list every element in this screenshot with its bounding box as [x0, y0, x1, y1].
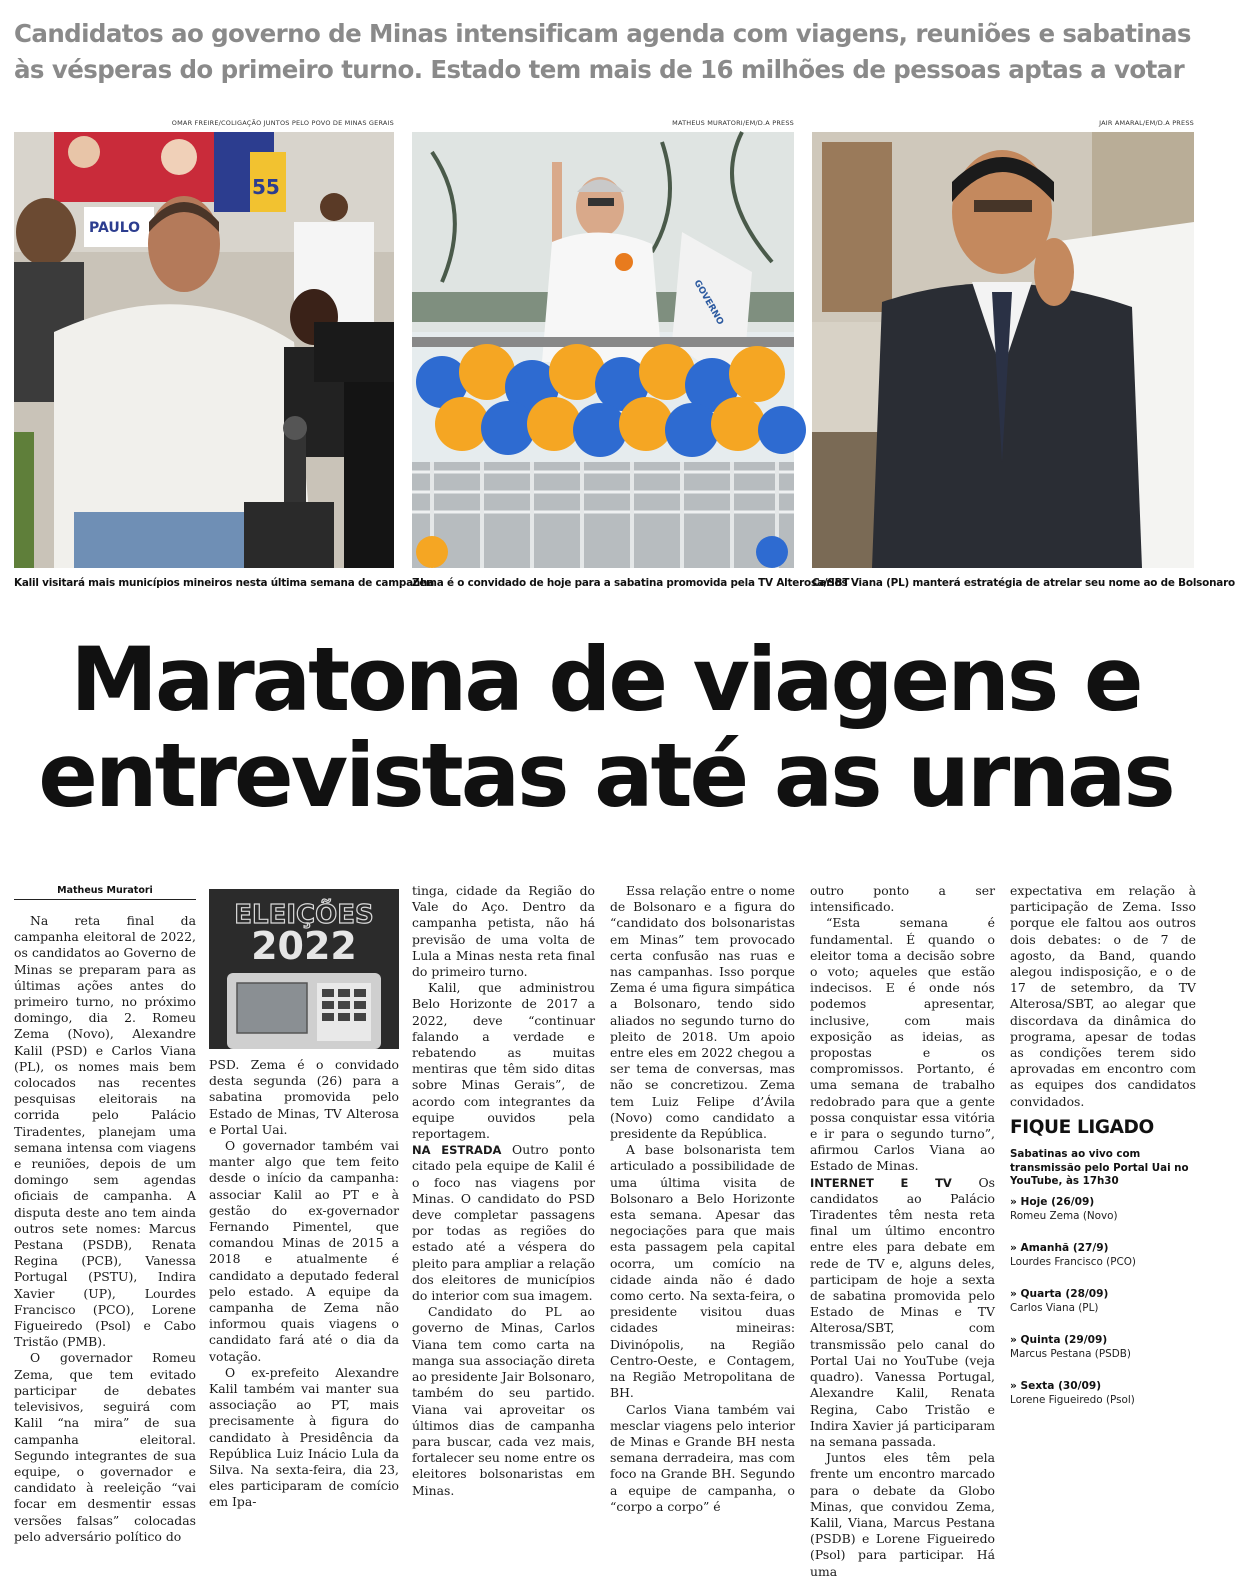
headline-line-2: entrevistas até as urnas [38, 724, 1173, 827]
paragraph-text: Outro ponto citado pela equipe de Kalil é o foco nas viagens por Minas. O candidato do PSD deve completar passagens por todas as regiões do estado até a véspera do pleito para ampliar a relação dos eleitores de municípios do interior com sua imagem. [412, 1142, 595, 1304]
paragraph: O ex-prefeito Alexandre Kalil também vai manter sua associação ao PT, mais precisamente à figura do candidato à Presidência da República Luiz Inácio Lula da Silva. Na sexta-feira, dia 23, eles participaram de comício em Ipa- [209, 1364, 399, 1510]
schedule-day: » Hoje (26/09) [1010, 1196, 1095, 1208]
sign-text: PAULO [89, 220, 141, 236]
paragraph: Essa relação entre o nome de Bolsonaro e a figura do “candidato dos bolsonaristas em Minas” tem provocado certa confusão nas ruas e nas campanhas. Isso porque Zema é uma figura simpática a Bolsonaro, tendo sido aliados no segundo turno do pleito de 2018. Um apoio entre eles em 2022 chegou a ser tema de conversas, mas não se concretizou. Zema tem Luiz Felipe d’Ávila (Novo) como candidato a presidente da República. [610, 883, 795, 1142]
schedule-list [1010, 1195, 1200, 1425]
caption-photo-3: Carlos Viana (PL) manterá estratégia de atrelar seu nome ao de Bolsonaro [812, 577, 1235, 589]
schedule-candidate: Marcus Pestana (PSDB) [1010, 1348, 1131, 1360]
schedule-day: » Sexta (30/09) [1010, 1380, 1102, 1392]
paragraph: Kalil, que administrou Belo Horizonte de 2017 a 2022, deve “continuar falando a verdade e rebatendo as muitas mentiras que têm sido ditas sobre Minas Gerais”, de acordo com integrantes da equipe ouvidos pela reportagem. [412, 980, 595, 1142]
paragraph: Carlos Viana também vai mesclar viagens pelo interior de Minas e Grande BH nesta semana derradeira, mas com foco na Grande BH. Segundo a equipe de campanha, o “corpo a corpo” é [610, 1401, 795, 1514]
paragraph: PSD. Zema é o convidado desta segunda (26) para a sabatina promovida pelo Estado de Minas, TV Alterosa e Portal Uai. [209, 1057, 399, 1137]
schedule-item [1010, 1333, 1200, 1379]
headline [0, 628, 1211, 827]
paragraph: outro ponto a ser intensificado. [810, 883, 995, 915]
fique-ligado-subtitle: Sabatinas ao vivo com transmissão pelo Portal Uai no YouTube, às 17h30 [1010, 1148, 1189, 1187]
schedule-candidate: Carlos Viana (PL) [1010, 1302, 1099, 1314]
schedule-day: » Amanhã (27/9) [1010, 1242, 1109, 1254]
schedule-item [1010, 1287, 1200, 1333]
paragraph: A base bolsonarista tem articulado a possibilidade de uma última visita de Bolsonaro a Belo Horizonte esta semana. Apesar das negociações para que mais esta passagem pela capital ocorra, um comício na cidade ainda não é dado como certo. Na sexta-feira, o presidente visitou duas cidades mineiras: Divinópolis, na Região Centro-Oeste, e Contagem, na Região Metropolitana de BH. [610, 1142, 795, 1401]
article-column-2 [209, 1057, 399, 1511]
paragraph: tinga, cidade da Região do Vale do Aço. Dentro da campanha petista, não há previsão de uma volta de Lula a Minas nesta reta final do primeiro turno. [412, 883, 595, 980]
paragraph: O governador também vai manter algo que tem feito desde o início da campanha: associar Kalil ao PT e à gestão do ex-governador Fernando Pimentel, que comandou Minas de 2015 a 2018 e atualmente é candidato a deputado federal pelo estado. A equipe da campanha de Zema não informou quais viagens o candidato fará até o dia da votação. [209, 1138, 399, 1364]
schedule-candidate: Lourdes Francisco (PCO) [1010, 1256, 1136, 1268]
schedule-day: » Quinta (29/09) [1010, 1334, 1108, 1346]
photo-carlos-viana [812, 132, 1194, 568]
subhead-internet-e-tv: INTERNET E TV [810, 1175, 952, 1190]
article-column-3 [412, 883, 595, 1499]
paragraph: O governador Romeu Zema, que tem evitado participar de debates televisivos, seguirá com Kalil “na mira” de sua campanha eleitoral. Segundo integrantes de sua equipe, o governador e candidato à reeleição “vai focar em desmentir essas versões falsas” colocadas pelo adversário político do [14, 1350, 196, 1544]
byline: Matheus Muratori [14, 885, 196, 900]
elections-seal [209, 889, 399, 1049]
schedule-item [1010, 1379, 1200, 1425]
paragraph: Juntos eles têm pela frente um encontro marcado para o debate da Globo Minas, que convidou Zema, Kalil, Viana, Marcus Pestana (PSDB) e Lorene Figueiredo (Psol) para participar. Há uma [810, 1450, 995, 1579]
article-column-5 [810, 883, 995, 1580]
paragraph [810, 1175, 995, 1450]
fique-ligado-title: FIQUE LIGADO [1010, 1117, 1154, 1138]
photo-credit-3: JAIR AMARAL/EM/D.A PRESS [1099, 119, 1194, 127]
cartaz-number: 55 [252, 175, 280, 199]
paragraph: expectativa em relação à participação de Zema. Isso porque ele faltou aos outros dois debates: o de 7 de agosto, da Band, quando alegou indisposição, e o de 17 de setembro, da TV Alterosa/SBT, ao alegar que discordava da dinâmica do programa, apesar de todas as condições terem sido aprovadas em encontro com as equipes dos candidatos convidados. [1010, 883, 1196, 1109]
article-column-6 [1010, 883, 1196, 1110]
seal-year: 2022 [251, 924, 357, 968]
kicker-text: Candidatos ao governo de Minas intensificam agenda com viagens, reuniões e sabatinas às vésperas do primeiro turno. Estado tem mais de 16 milhões de pessoas aptas a votar [14, 19, 1191, 84]
paragraph-text: Os candidatos ao Palácio Tiradentes têm nesta reta final um último encontro entre eles para debate em rede de TV e, alguns deles, participam de hoje a sexta de sabatina promovida pelo Estado de Minas e TV Alterosa/SBT, com transmissão pelo canal do Portal Uai no YouTube (veja quadro). Vanessa Portugal, Alexandre Kalil, Renata Regina, Cabo Tristão e Indira Xavier já participaram na semana passada. [810, 1174, 995, 1449]
schedule-day: » Quarta (28/09) [1010, 1288, 1109, 1300]
article-column-1 [14, 913, 196, 1545]
flag-text: GOVERNO [691, 278, 726, 327]
caption-photo-1: Kalil visitará mais municípios mineiros nesta última semana de campanha [14, 577, 435, 589]
schedule-candidate: Lorene Figueiredo (Psol) [1010, 1394, 1135, 1406]
schedule-candidate: Romeu Zema (Novo) [1010, 1210, 1118, 1222]
photo-kalil [14, 132, 394, 568]
article-column-4 [610, 883, 795, 1515]
subhead-na-estrada: NA ESTRADA [412, 1143, 502, 1158]
caption-photo-2: Zema é o convidado de hoje para a sabatina promovida pela TV Alterosa/SBT [412, 577, 850, 589]
headline-line-1: Maratona de viagens e [70, 628, 1141, 731]
photo-zema [412, 132, 794, 568]
paragraph: Na reta final da campanha eleitoral de 2022, os candidatos ao Governo de Minas se preparam para as últimas ações antes do primeiro turno, no próximo domingo, dia 2. Romeu Zema (Novo), Alexandre Kalil (PSD) e Carlos Viana (PL), os nomes mais bem colocados nas recentes pesquisas eleitorais na corrida pelo Palácio Tiradentes, planejam uma semana intensa com viagens e reuniões, depois de um domingo sem agendas oficiais de campanha. A disputa deste ano tem ainda outros sete nomes: Marcus Pestana (PSDB), Renata Regina (PCB), Vanessa Portugal (PSTU), Indira Xavier (UP), Lourdes Francisco (PCO), Lorene Figueiredo (Psol) e Cabo Tristão (PMB). [14, 913, 196, 1350]
paragraph: “Esta semana é fundamental. É quando o eleitor toma a decisão sobre o voto; aqueles que estão indecisos. E é onde nós podemos apresentar, inclusive, com mais exposição as ideias, as propostas e os compromissos. Portanto, é uma semana de trabalho redobrado para que a gente possa conquistar essa vitória e ir para o segundo turno”, afirmou Carlos Viana ao Estado de Minas. [810, 915, 995, 1174]
schedule-item [1010, 1195, 1200, 1241]
paragraph [412, 1142, 595, 1304]
paragraph: Candidato do PL ao governo de Minas, Carlos Viana tem como carta na manga sua associação direta ao presidente Jair Bolsonaro, também do seu partido. Viana vai aproveitar os últimos dias de campanha para buscar, cada vez mais, fortalecer seu nome entre os eleitores bolsonaristas em Minas. [412, 1304, 596, 1498]
photo-credit-2: MATHEUS MURATORI/EM/D.A PRESS [672, 119, 794, 127]
photo-credit-1: OMAR FREIRE/COLIGAÇÃO JUNTOS PELO POVO DE MINAS GERAIS [171, 119, 394, 127]
schedule-item [1010, 1241, 1200, 1287]
seal-title: ELEIÇÕES [234, 900, 374, 930]
